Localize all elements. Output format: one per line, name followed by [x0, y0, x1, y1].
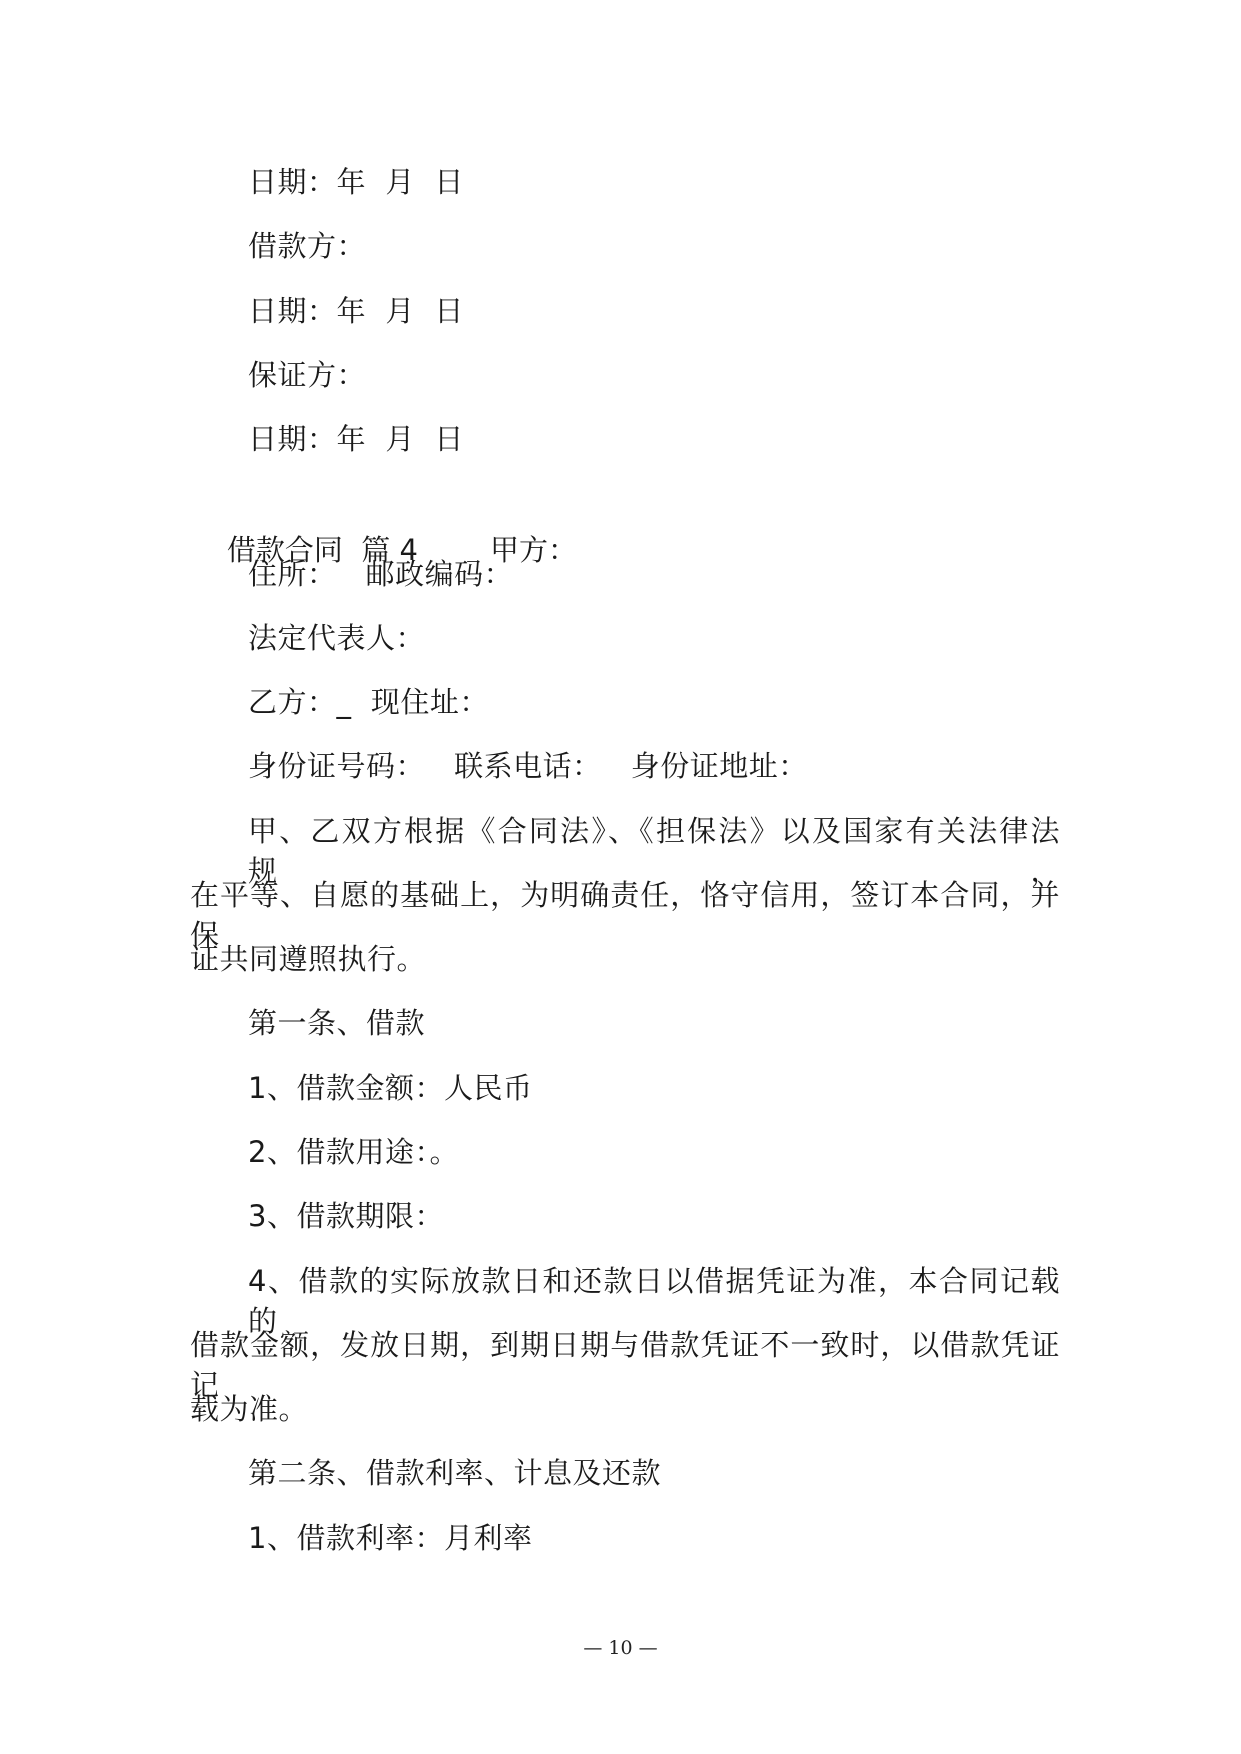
- date-line: 日期：年 月 日: [248, 165, 464, 199]
- id-contact-line: 身份证号码： 联系电话： 身份证地址：: [248, 749, 808, 783]
- legal-representative-line: 法定代表人：: [248, 621, 426, 655]
- clause-line: 2、借款用途：。: [248, 1135, 459, 1169]
- page-number: — 10 —: [583, 1637, 658, 1659]
- paragraph-line: 载为准。: [190, 1392, 309, 1426]
- clause-line: 1、借款金额：人民币: [248, 1071, 533, 1105]
- borrower-label: 借款方：: [248, 229, 367, 263]
- party-b-line: 乙方：_ 现住址：: [248, 685, 489, 719]
- paragraph-line: 甲、乙双方根据《合同法》、《担保法》以及国家有关法律法规，: [248, 814, 1060, 888]
- address-postcode-line: 住所： 邮政编码：: [248, 557, 514, 591]
- article-heading: 第二条、借款利率、计息及还款: [248, 1456, 662, 1490]
- date-line: 日期：年 月 日: [248, 422, 464, 456]
- contract-title: 借款合同 篇 4: [226, 533, 418, 567]
- paragraph-line: 借款金额，发放日期，到期日期与借款凭证不一致时，以借款凭证记: [190, 1328, 1060, 1402]
- paragraph-line: 证共同遵照执行。: [190, 942, 427, 976]
- paragraph-line: 在平等、自愿的基础上，为明确责任，恪守信用，签订本合同，并保: [190, 878, 1060, 952]
- guarantor-label: 保证方：: [248, 358, 367, 392]
- clause-line: 1、借款利率：月利率: [248, 1521, 533, 1555]
- article-heading: 第一条、借款: [248, 1006, 426, 1040]
- party-a-label: 甲方：: [489, 533, 577, 567]
- date-line: 日期：年 月 日: [248, 294, 464, 328]
- clause-line: 3、借款期限：: [248, 1199, 444, 1233]
- paragraph-line: 4、借款的实际放款日和还款日以借据凭证为准，本合同记载的: [248, 1264, 1060, 1338]
